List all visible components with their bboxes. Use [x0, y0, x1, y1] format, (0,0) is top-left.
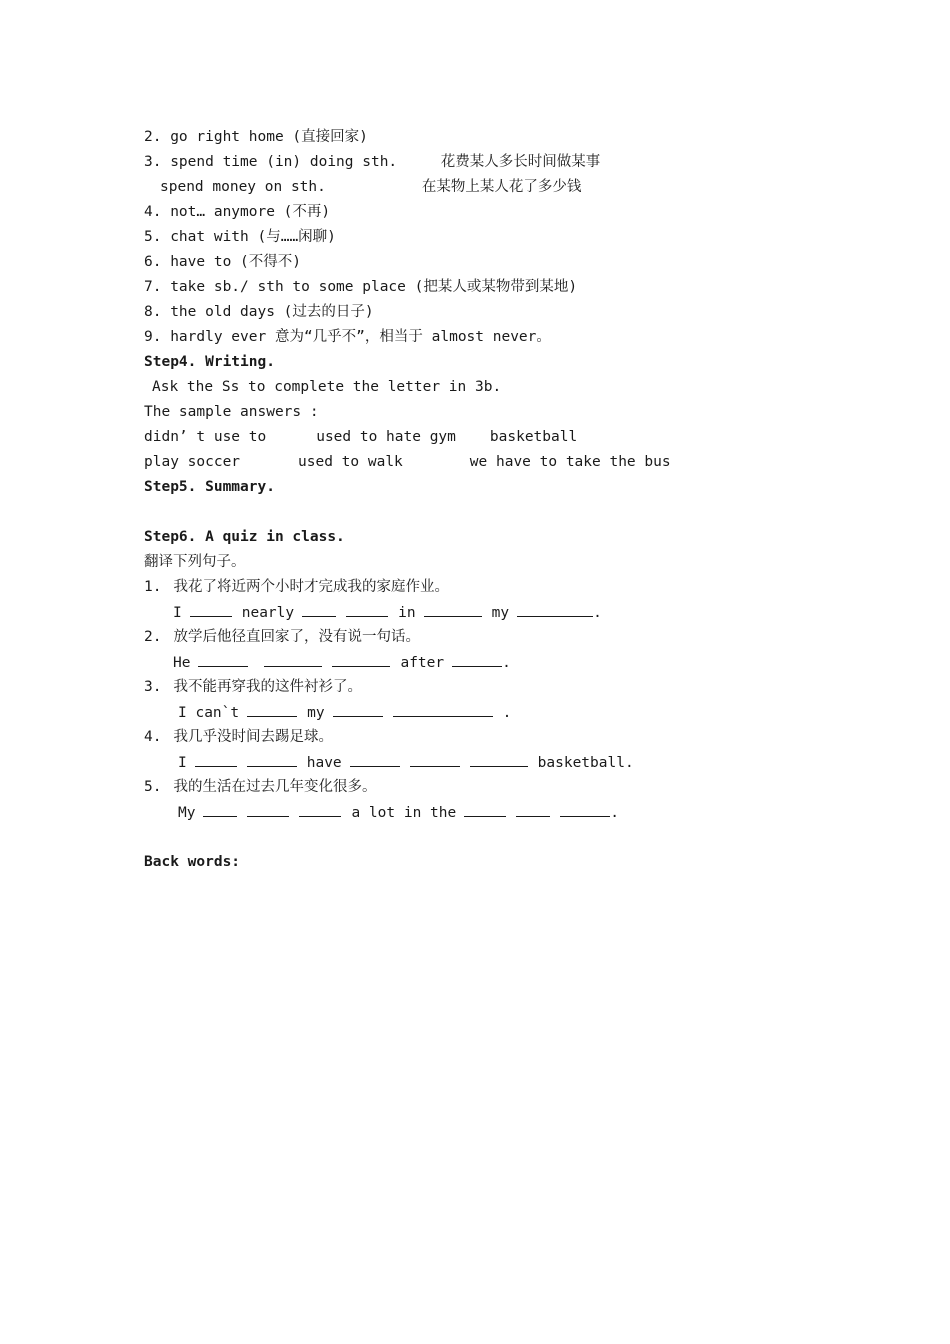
blank-field[interactable]	[332, 652, 390, 667]
step4-heading: Step4. Writing.	[144, 354, 275, 370]
blank-field[interactable]	[464, 802, 506, 817]
answer-item: didn’ t use to	[144, 429, 267, 445]
blank-field[interactable]	[247, 702, 297, 717]
back-words-heading: Back words:	[144, 854, 241, 870]
blank-field[interactable]	[410, 752, 460, 767]
list-item: 5. chat with (与……闲聊)	[144, 229, 336, 245]
step4-instruction: Ask the Ss to complete the letter in 3b.	[152, 379, 502, 395]
blank-field[interactable]	[333, 702, 383, 717]
blank-field[interactable]	[247, 752, 297, 767]
blank-field[interactable]	[247, 802, 289, 817]
step5-heading: Step5. Summary.	[144, 479, 275, 495]
list-item: 8. the old days (过去的日子)	[144, 304, 374, 320]
answers-row	[144, 452, 671, 472]
step6-heading: Step6. A quiz in class.	[144, 529, 345, 545]
list-item: spend money on sth. 在某物上某人花了多少钱	[160, 179, 582, 195]
question-row	[144, 577, 449, 597]
list-item: 7. take sb./ sth to some place (把某人或某物带到某地)	[144, 279, 578, 295]
question-text: 我几乎没时间去踢足球。	[173, 729, 333, 745]
blank-field[interactable]	[424, 602, 482, 617]
question-row	[144, 727, 333, 747]
question-number: 5.	[144, 779, 162, 795]
question-number: 3.	[144, 679, 162, 695]
question-text: 我不能再穿我的这件衬衫了。	[173, 679, 362, 695]
blank-field[interactable]	[299, 802, 341, 817]
blank-field[interactable]	[393, 702, 493, 717]
answer-item: we have to take the bus	[469, 454, 671, 470]
list-item: 6. have to (不得不)	[144, 254, 301, 270]
question-text: 我的生活在过去几年变化很多。	[173, 779, 377, 795]
sample-answers-label: The sample answers :	[144, 404, 319, 420]
list-item: 4. not… anymore (不再)	[144, 204, 331, 220]
question-text: 放学后他径直回家了，没有说一句话。	[173, 629, 420, 645]
blank-field[interactable]	[516, 802, 550, 817]
blank-field[interactable]	[470, 752, 528, 767]
answer-blank-row: I can`t my .	[178, 702, 511, 723]
answer-item: used to walk	[298, 454, 403, 470]
blank-field[interactable]	[350, 752, 400, 767]
question-row	[144, 777, 376, 797]
question-row	[144, 627, 420, 647]
blank-field[interactable]	[302, 602, 336, 617]
blank-field[interactable]	[560, 802, 610, 817]
answer-blank-row: I have basketball.	[178, 752, 634, 773]
blank-field[interactable]	[190, 602, 232, 617]
answer-blank-row: I nearly in my .	[173, 602, 602, 623]
list-item: 2. go right home (直接回家)	[144, 129, 368, 145]
blank-field[interactable]	[198, 652, 248, 667]
answer-item: basketball	[489, 429, 578, 445]
blank-field[interactable]	[203, 802, 237, 817]
question-text: 我花了将近两个小时才完成我的家庭作业。	[173, 579, 449, 595]
blank-field[interactable]	[264, 652, 322, 667]
answer-item: used to hate gym	[316, 429, 456, 445]
answers-row	[144, 427, 577, 447]
question-number: 1.	[144, 579, 162, 595]
list-item: 9. hardly ever 意为“几乎不”，相当于 almost never。	[144, 329, 551, 345]
question-number: 2.	[144, 629, 162, 645]
blank-field[interactable]	[517, 602, 593, 617]
blank-field[interactable]	[195, 752, 237, 767]
blank-field[interactable]	[346, 602, 388, 617]
question-number: 4.	[144, 729, 162, 745]
step6-instruction: 翻译下列句子。	[144, 554, 246, 570]
answer-blank-row: My a lot in the .	[178, 802, 619, 823]
question-row	[144, 677, 362, 697]
blank-field[interactable]	[452, 652, 502, 667]
answer-blank-row: He after .	[173, 652, 511, 673]
list-item: 3. spend time (in) doing sth. 花费某人多长时间做某事	[144, 154, 601, 170]
answer-item: play soccer	[144, 454, 241, 470]
